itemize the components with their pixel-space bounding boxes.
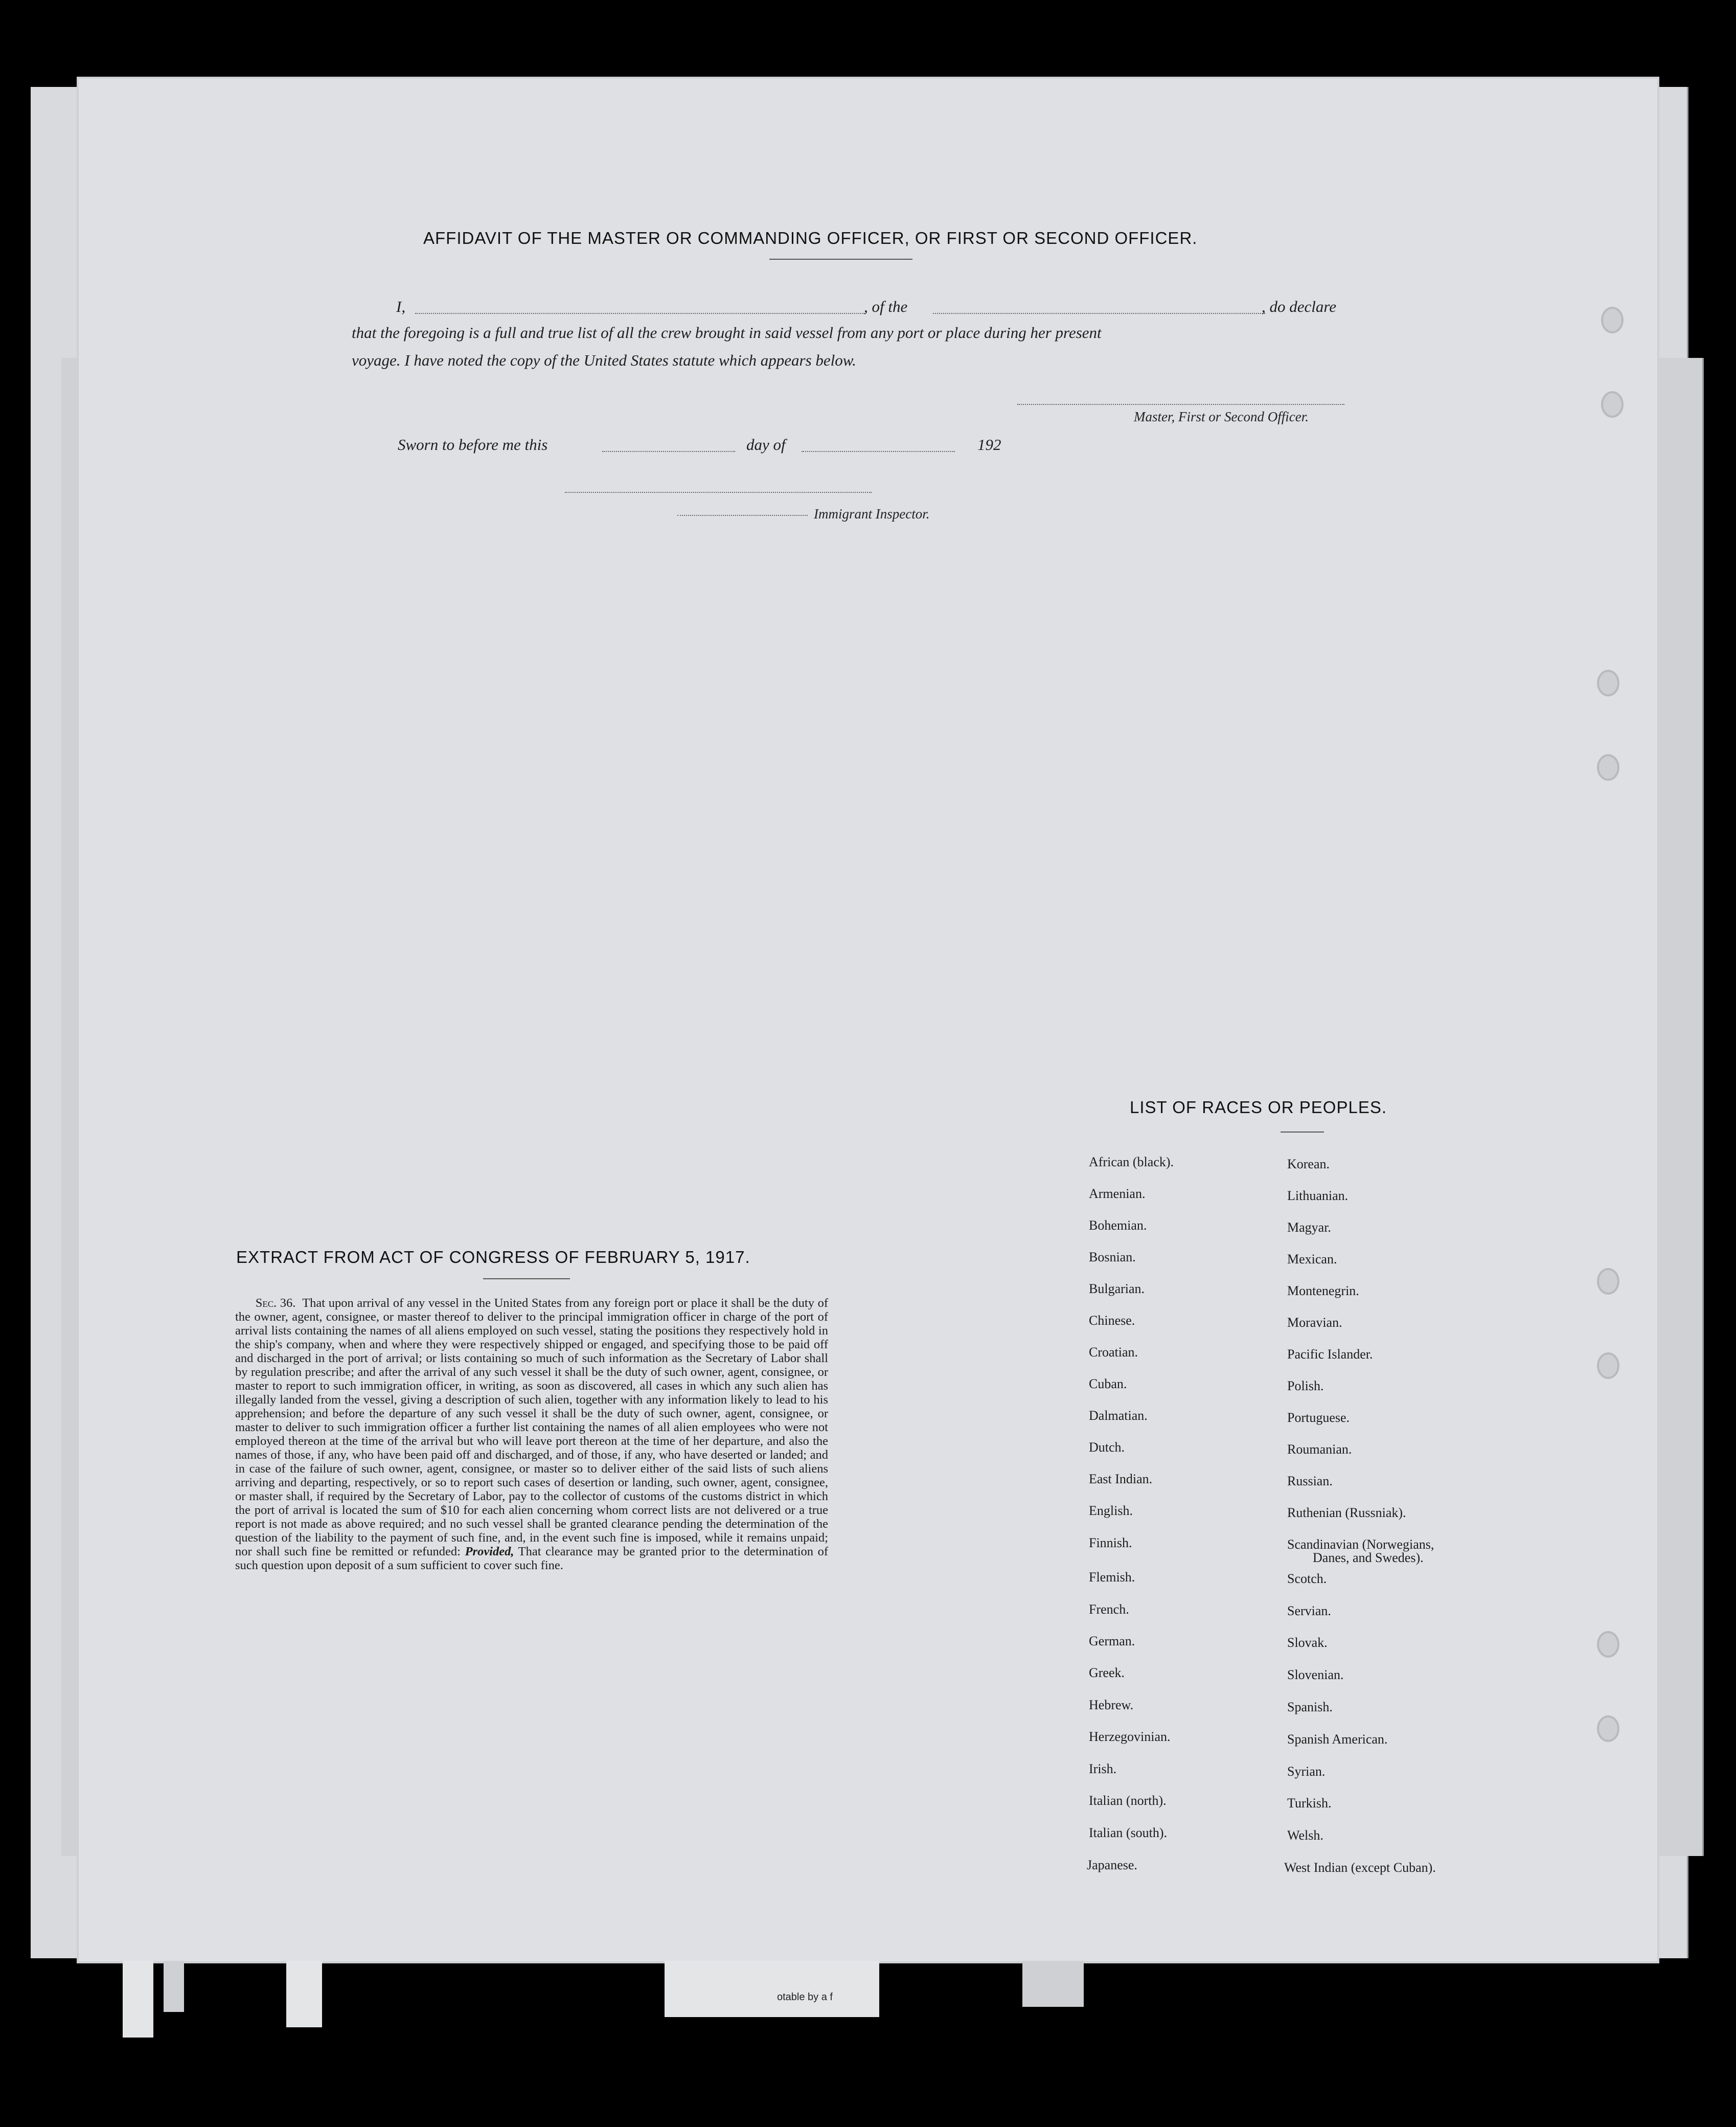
race-item: Spanish American. (1287, 1732, 1388, 1747)
vessel-blank (933, 313, 1265, 314)
bottom-scrap-text: otable by a f (777, 1992, 833, 2003)
race-item: English. (1089, 1503, 1133, 1518)
race-item: Korean. (1287, 1157, 1330, 1171)
signature-caption: Master, First or Second Officer. (1134, 409, 1309, 424)
race-item: Ruthenian (Russniak). (1287, 1505, 1406, 1520)
race-item: Croatian. (1089, 1345, 1138, 1360)
punch-hole (1597, 1352, 1619, 1379)
race-item: Roumanian. (1287, 1442, 1352, 1457)
torn-edge (286, 1961, 322, 2027)
race-item: African (black). (1089, 1155, 1174, 1169)
affidavit-i: I, (396, 298, 406, 315)
race-item: East Indian. (1089, 1472, 1153, 1486)
race-item: Spanish. (1287, 1700, 1333, 1714)
torn-edge (123, 1961, 153, 2038)
race-item: Scotch. (1287, 1571, 1327, 1586)
race-item: German. (1089, 1634, 1135, 1648)
punch-hole (1601, 391, 1624, 418)
race-item: West Indian (except Cuban). (1284, 1860, 1436, 1875)
section-label: Sec. 36. (255, 1296, 296, 1310)
race-item: Scandinavian (Norwegians, (1287, 1537, 1434, 1552)
affidavit-of-the: , of the (864, 298, 908, 315)
extract-title: EXTRACT FROM ACT OF CONGRESS OF FEBRUARY 5, 1917. (236, 1248, 750, 1266)
race-item: Lithuanian. (1287, 1188, 1349, 1203)
inspector-signature-blank (565, 492, 872, 493)
races-rule (1281, 1132, 1324, 1133)
extract-text-part2: That clearance may be granted prior to the determination of such question upon deposit of a sum sufficient to cover such fine. (235, 1545, 829, 1572)
race-item: Chinese. (1089, 1313, 1135, 1328)
affidavit-line3: voyage. I have noted the copy of the United States statute which appears below. (352, 351, 856, 369)
affidavit-line2: that the foregoing is a full and true list of all the crew brought in said vessel from any port or place during her present (352, 324, 1102, 342)
affidavit-title: AFFIDAVIT OF THE MASTER OR COMMANDING OFFICER, OR FIRST OR SECOND OFFICER. (423, 229, 1198, 247)
signature-blank (1017, 404, 1344, 405)
race-item: Bulgarian. (1089, 1281, 1145, 1296)
race-item: French. (1089, 1602, 1129, 1617)
punch-hole (1597, 1631, 1619, 1658)
race-item-continued: Danes, and Swedes). (1313, 1550, 1424, 1565)
race-item: Flemish. (1089, 1570, 1135, 1585)
title-rule (769, 259, 912, 260)
race-item: Dutch. (1089, 1440, 1125, 1455)
race-item: Italian (north). (1089, 1793, 1167, 1808)
race-item: Herzegovinian. (1089, 1729, 1171, 1744)
month-blank (802, 451, 955, 452)
race-item: Dalmatian. (1089, 1408, 1148, 1423)
race-item: Japanese. (1087, 1858, 1137, 1872)
provided-word: Provided, (465, 1545, 514, 1558)
race-item: Russian. (1287, 1474, 1333, 1488)
punch-hole (1597, 670, 1619, 696)
race-item: Finnish. (1089, 1535, 1132, 1550)
race-item: Bosnian. (1089, 1250, 1136, 1264)
inspector-caption: Immigrant Inspector. (814, 506, 930, 522)
torn-edge (1022, 1961, 1084, 2007)
torn-edge (164, 1961, 184, 2012)
inspector-name-blank (677, 515, 808, 516)
race-item: Magyar. (1287, 1220, 1331, 1235)
day-blank (602, 451, 735, 452)
race-item: Slovenian. (1287, 1667, 1344, 1682)
race-item: Montenegrin. (1287, 1283, 1359, 1298)
race-item: Cuban. (1089, 1376, 1127, 1391)
year-text: 192 (977, 436, 1001, 454)
day-of-text: day of (746, 436, 786, 454)
race-item: Irish. (1089, 1761, 1117, 1776)
document-page (77, 77, 1659, 1963)
race-item: Moravian. (1287, 1315, 1342, 1330)
race-item: Welsh. (1287, 1828, 1323, 1843)
torn-edge (665, 1961, 879, 2017)
races-title: LIST OF RACES OR PEOPLES. (1130, 1098, 1387, 1117)
affidavit-declare: , do declare (1262, 298, 1337, 315)
race-item: Slovak. (1287, 1635, 1328, 1650)
punch-hole (1597, 1268, 1619, 1295)
race-item: Bohemian. (1089, 1218, 1147, 1233)
sworn-text: Sworn to before me this (398, 436, 548, 454)
extract-body (235, 1296, 828, 1572)
punch-hole (1601, 307, 1624, 333)
extract-rule (483, 1278, 570, 1279)
punch-hole (1597, 1715, 1619, 1742)
race-item: Mexican. (1287, 1252, 1337, 1266)
race-item: Armenian. (1089, 1186, 1146, 1201)
race-item: Polish. (1287, 1378, 1324, 1393)
race-item: Portuguese. (1287, 1410, 1350, 1425)
race-item: Pacific Islander. (1287, 1347, 1373, 1362)
punch-hole (1597, 754, 1619, 781)
race-item: Syrian. (1287, 1764, 1326, 1779)
race-item: Italian (south). (1089, 1825, 1168, 1840)
race-item: Greek. (1089, 1665, 1125, 1680)
race-item: Turkish. (1287, 1796, 1332, 1811)
extract-text-part1: That upon arrival of any vessel in the United States from any foreign port or place it shall be the duty of the owner, agent, consignee, or master thereof to deliver to the principal immigration officer in charge of the port of arrival lists containing the names of all aliens employed on such vessel, stating the positions they respectively hold in the ship's company, when and where they were respectively shipped or engaged, and specifying those to be paid off and discharged in the port of arrival; or lists containing so much of such information as the Secretary of Labor shall by regulation prescribe; and after the arrival of any such vessel it shall be the duty of such owner, agent, consignee, or master to report to such immigration officer, in writing, as soon as discovered, all cases in which any such alien has illegally landed from the vessel, giving a description of such alien, together with any information likely to lead to his apprehension; and before the departure of any such vessel it shall be the duty of such owner, agent, consignee, or master to deliver to such immigration officer a further list containing the names of all alien employees who were not employed thereon at the time of the arrival but who will leave port thereon at the time of her departure, and also the names of those, if any, who have been paid off and discharged, and of those, if any, who have deserted or landed; and in case of the failure of such owner, agent, consignee, or master so to deliver either of the said lists of such aliens arriving and departing, respectively, or so to report such cases of desertion or landing, such owner, agent, consignee, or master shall, if required by the Secretary of Labor, pay to the collector of customs of the customs district in which the port of arrival is located the sum of $10 for each alien concerning whom correct lists are not delivered or a true report is not made as above required; and no such vessel shall be granted clearance pending the determination of the question of the liability to the payment of such fine, and, in the event such fine is imposed, while it remains unpaid; nor shall such fine be remitted or refunded: (235, 1296, 828, 1558)
race-item: Servian. (1287, 1603, 1331, 1618)
race-item: Hebrew. (1089, 1698, 1134, 1712)
name-blank (415, 313, 865, 314)
